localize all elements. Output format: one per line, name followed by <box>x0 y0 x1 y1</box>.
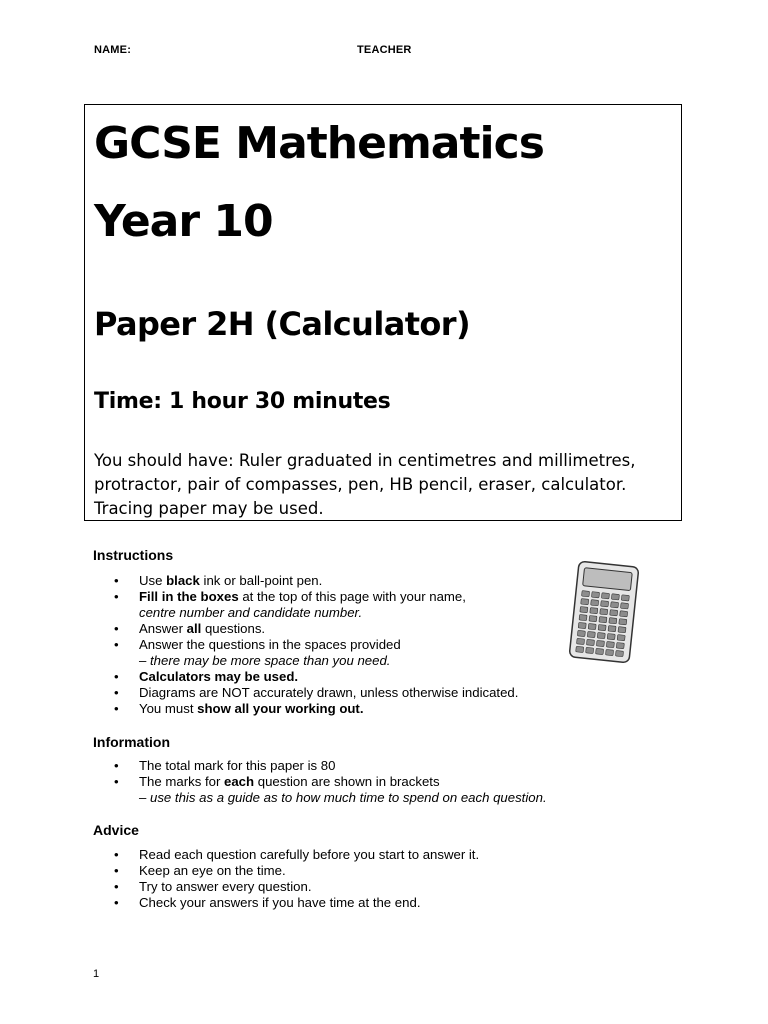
list-item-text: You must <box>139 701 198 716</box>
calculator-key <box>586 647 594 653</box>
calculator-key <box>621 595 629 601</box>
list-item <box>93 758 547 774</box>
calculator-key <box>588 623 596 629</box>
calculator-icon <box>566 560 642 664</box>
list-item <box>93 685 518 701</box>
list-item-text: show all your working out. <box>197 701 364 716</box>
list-item <box>93 669 518 685</box>
calculator-key <box>598 625 606 631</box>
information-heading: Information <box>93 734 170 750</box>
calculator-key <box>618 627 626 633</box>
calculator-key <box>615 650 623 656</box>
calculator-key <box>606 641 614 647</box>
calculator-key <box>577 630 585 636</box>
calculator-key <box>582 591 590 597</box>
calculator-key <box>591 600 599 606</box>
list-item-text: each <box>224 774 255 789</box>
calculator-key <box>609 618 617 624</box>
list-item-text: Answer the questions in the spaces provided <box>139 637 401 652</box>
calculator-key <box>581 599 589 605</box>
calculator-key <box>620 611 628 617</box>
list-item <box>93 701 518 717</box>
list-item <box>93 589 518 621</box>
calculator-key <box>616 643 624 649</box>
advice-heading: Advice <box>93 822 139 838</box>
calculator-key <box>619 619 627 625</box>
list-item <box>93 847 479 863</box>
list-item-text: all <box>186 621 202 636</box>
list-item-text: Use <box>139 573 167 588</box>
list-item-text: Fill in the boxes <box>139 589 239 604</box>
list-item <box>93 895 479 911</box>
list-item-text: question are shown in brackets <box>254 774 440 789</box>
name-label: NAME: <box>94 44 132 56</box>
calculator-key <box>606 649 614 655</box>
calculator-key <box>589 616 597 622</box>
title-box <box>84 104 682 521</box>
advice-list <box>93 847 479 911</box>
list-item-text: Check your answers if you have time at the end. <box>139 895 421 910</box>
list-item-text: Keep an eye on the time. <box>139 863 286 878</box>
calculator-key <box>601 593 609 599</box>
title-line-2: Year 10 <box>94 196 273 247</box>
list-item-text: Answer <box>139 621 187 636</box>
calculator-key <box>611 594 619 600</box>
calculator-key <box>611 602 619 608</box>
calculator-key <box>591 592 599 598</box>
list-item-text: Try to answer every question. <box>139 879 312 894</box>
teacher-label: TEACHER <box>357 44 412 56</box>
list-item-text: Diagrams are NOT accurately drawn, unless otherwise indicated. <box>139 685 519 700</box>
list-item-text: black <box>166 573 200 588</box>
list-item-text: at the top of this page with your name, <box>238 589 466 604</box>
calculator-key <box>587 631 595 637</box>
list-item-note: centre number and candidate number. <box>139 605 363 620</box>
list-item-text: ink or ball-point pen. <box>199 573 323 588</box>
list-item <box>93 879 479 895</box>
list-item <box>93 573 518 589</box>
calculator-key <box>620 603 628 609</box>
title-line-1: GCSE Mathematics <box>94 118 544 169</box>
instructions-list <box>93 573 518 717</box>
calculator-key <box>599 617 607 623</box>
calculator-key <box>586 639 594 645</box>
paper-title: Paper 2H (Calculator) <box>94 305 470 343</box>
list-item <box>93 863 479 879</box>
calculator-key <box>597 632 605 638</box>
page-number: 1 <box>93 968 100 980</box>
calculator-key <box>607 634 615 640</box>
list-item-text: questions. <box>201 621 266 636</box>
information-list <box>93 758 547 806</box>
list-item <box>93 774 547 806</box>
calculator-key <box>578 622 586 628</box>
time-allowed: Time: 1 hour 30 minutes <box>94 389 391 414</box>
calculator-key <box>596 648 604 654</box>
calculator-key <box>608 626 616 632</box>
calculator-key <box>590 608 598 614</box>
calculator-key <box>596 640 604 646</box>
instructions-heading: Instructions <box>93 547 174 563</box>
calculator-key <box>610 610 618 616</box>
list-item-text: Calculators may be used. <box>139 669 299 684</box>
list-item-text: Read each question carefully before you start to answer it. <box>139 847 480 862</box>
calculator-key <box>577 638 585 644</box>
calculator-key <box>579 614 587 620</box>
calculator-key <box>601 601 609 607</box>
calculator-key <box>617 635 625 641</box>
list-item-text: The total mark for this paper is 80 <box>139 758 336 773</box>
list-item <box>93 621 518 637</box>
list-item-note: – use this as a guide as to how much time to spend on each question. <box>139 790 547 805</box>
list-item-text: The marks for <box>139 774 225 789</box>
calculator-key <box>580 607 588 613</box>
list-item <box>93 637 518 669</box>
list-item-note: – there may be more space than you need. <box>139 653 391 668</box>
calculator-key <box>576 646 584 652</box>
equipment-note: You should have: Ruler graduated in centimetres and millimetres, protractor, pair of compasses, pen, HB pencil, eraser, calculator. Tracing paper may be used. <box>94 451 636 518</box>
calculator-key <box>600 609 608 615</box>
